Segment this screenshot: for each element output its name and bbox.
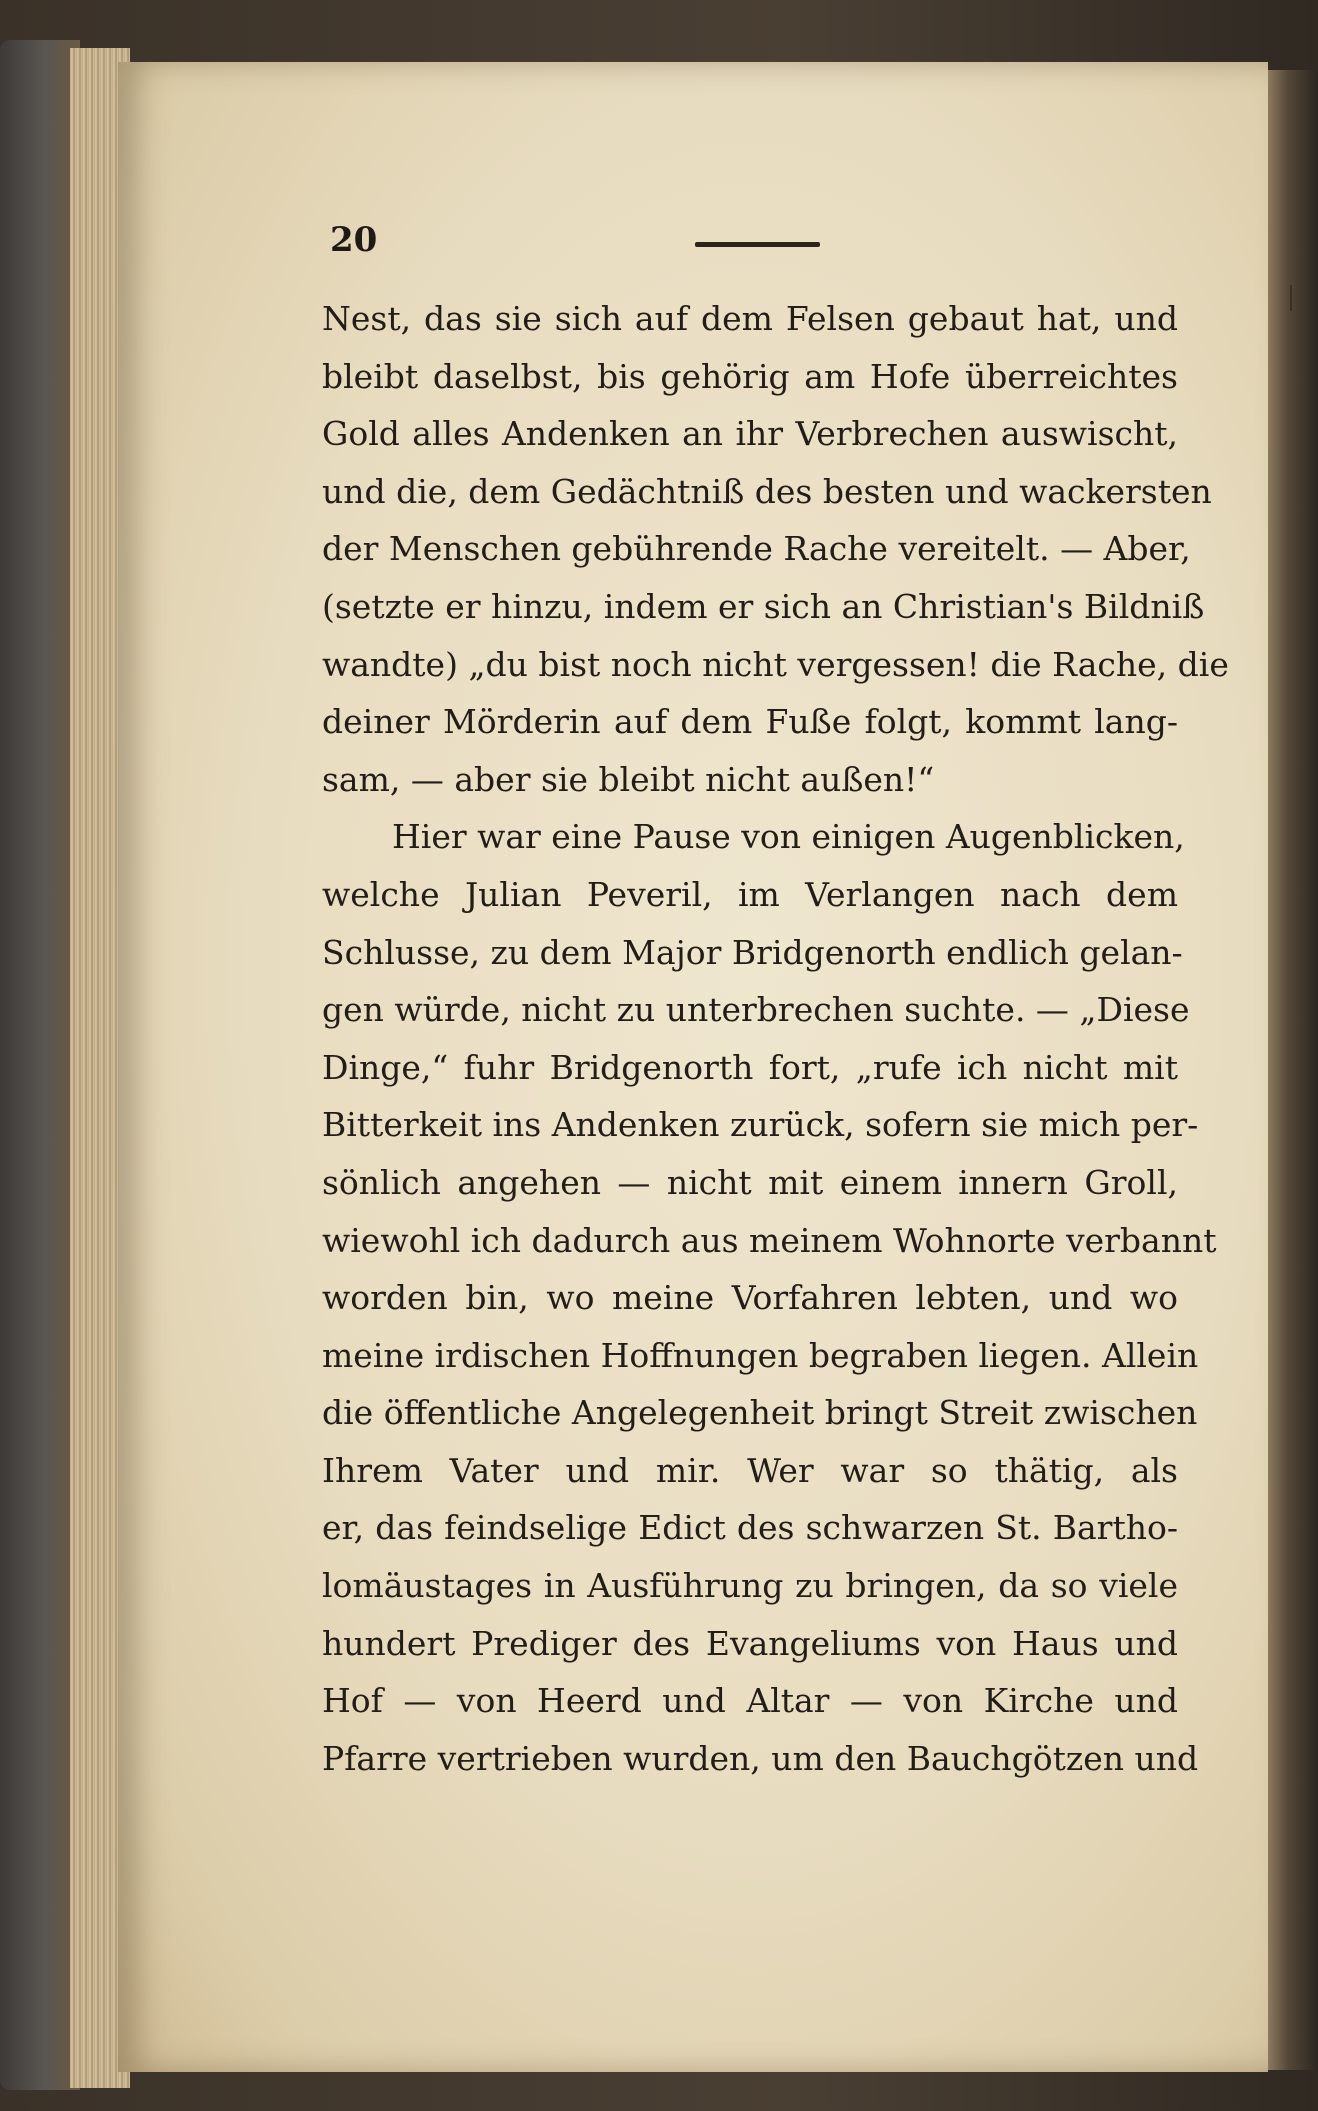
text-line: Gold alles Andenken an ihr Verbrechen auswischt,	[322, 414, 1178, 454]
page-header	[330, 220, 1210, 260]
text-line: die öffentliche Angelegenheit bringt Streit zwischen	[322, 1393, 1198, 1433]
text-line: er, das feindselige Edict des schwarzen St. Bartho-	[322, 1508, 1178, 1548]
text-line: lomäustages in Ausführung zu bringen, da so viele	[322, 1566, 1178, 1606]
text-line: Bitterkeit ins Andenken zurück, sofern sie mich per-	[322, 1105, 1199, 1145]
text-line: deiner Mörderin auf dem Fuße folgt, kommt lang-	[322, 702, 1178, 742]
header-rule	[695, 242, 820, 247]
book-cover-edge	[0, 40, 80, 2090]
text-line: und die, dem Gedächtniß des besten und wackersten	[322, 471, 1212, 511]
page-number: 20	[330, 220, 378, 260]
text-line: sönlich angehen — nicht mit einem innern Groll,	[322, 1162, 1178, 1202]
body-text	[322, 290, 1229, 1787]
text-line: wiewohl ich dadurch aus meinem Wohnorte verbannt	[322, 1220, 1217, 1260]
text-line: Pfarre vertrieben wurden, um den Bauchgötzen und	[322, 1738, 1199, 1778]
text-line: Nest, das sie sich auf dem Felsen gebaut hat, und	[322, 299, 1178, 338]
text-line: bleibt daselbst, bis gehörig am Hofe überreichtes	[322, 356, 1178, 396]
text-line: Ihrem Vater und mir. Wer war so thätig, als	[322, 1450, 1178, 1490]
text-line: sam, — aber sie bleibt nicht außen!“	[322, 759, 935, 799]
book-gutter-shadow	[1268, 70, 1318, 2070]
text-line: Schlusse, zu dem Major Bridgenorth endlich gelan-	[322, 932, 1183, 972]
text-line: wandte) „du bist noch nicht vergessen! die Rache, die	[322, 644, 1229, 684]
text-line: gen würde, nicht zu unterbrechen suchte. — „Diese	[322, 990, 1190, 1030]
text-line: der Menschen gebührende Rache vereitelt. — Aber,	[322, 529, 1191, 569]
margin-mark	[1290, 285, 1292, 311]
text-line: hundert Prediger des Evangeliums von Haus und	[322, 1623, 1178, 1663]
text-line: worden bin, wo meine Vorfahren lebten, und wo	[322, 1278, 1178, 1318]
text-line: meine irdischen Hoffnungen begraben liegen. Allein	[322, 1335, 1199, 1375]
text-line: Hier war eine Pause von einigen Augenblicken,	[392, 817, 1185, 857]
text-line: Hof — von Heerd und Altar — von Kirche und	[322, 1681, 1178, 1721]
text-line: (setzte er hinzu, indem er sich an Christian's Bildniß	[322, 586, 1205, 626]
text-line: Dinge,“ fuhr Bridgenorth fort, „rufe ich nicht mit	[322, 1047, 1178, 1087]
text-line: welche Julian Peveril, im Verlangen nach dem	[322, 874, 1178, 914]
